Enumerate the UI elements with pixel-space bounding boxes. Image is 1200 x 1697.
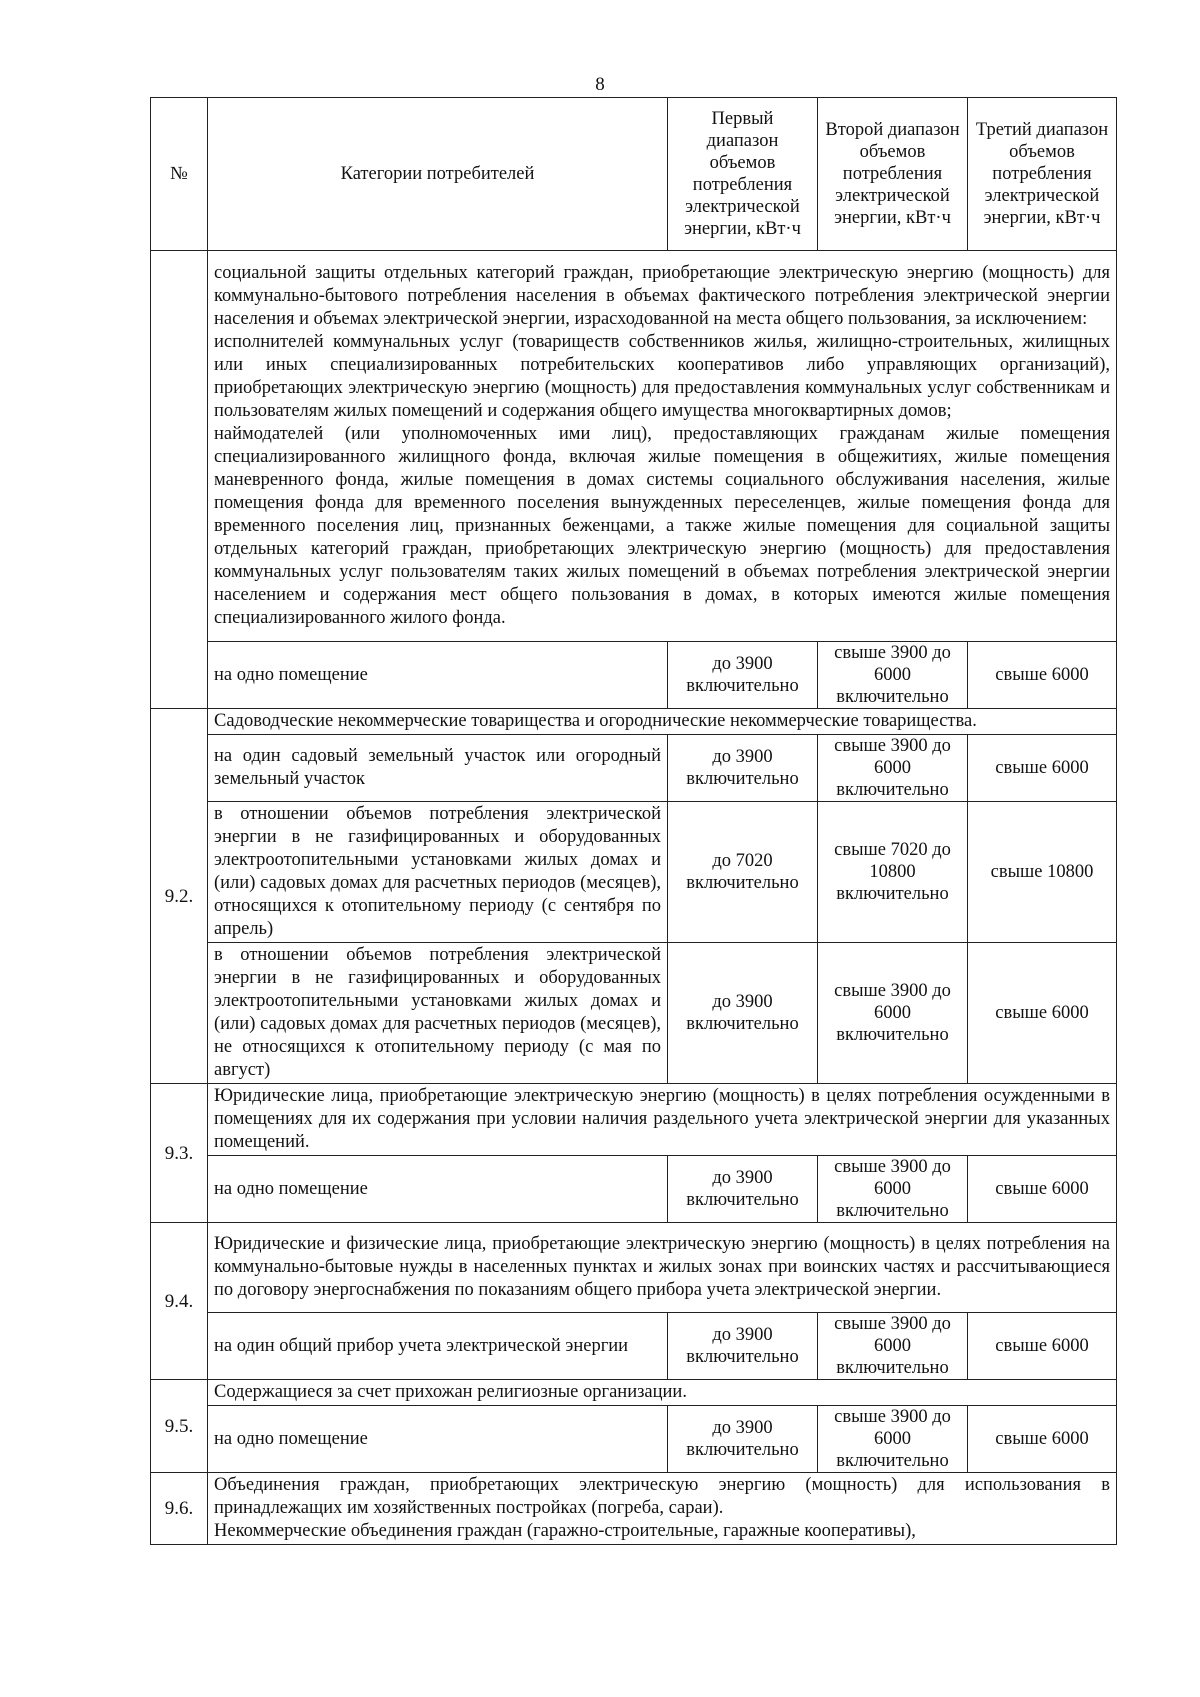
table-row	[151, 1156, 1117, 1223]
section-title: Содержащиеся за счет прихожан религиозные организации.	[208, 1380, 1117, 1406]
section-number	[151, 251, 208, 709]
table-row	[151, 802, 1117, 943]
range-3-value: свыше 6000	[968, 943, 1117, 1084]
range-1-value: до 3900 включительно	[668, 1406, 818, 1473]
range-1-value: до 3900 включительно	[668, 1313, 818, 1380]
range-3-value: свыше 10800	[968, 802, 1117, 943]
range-2-value: свыше 7020 до 10800 включительно	[818, 802, 968, 943]
range-2-value: свыше 3900 до 6000 включительно	[818, 1406, 968, 1473]
section-title-text: Объединения граждан, приобретающих электрическую энергию (мощность) для использования в принадлежащих им хозяйственных постройках (погреба, сараи).	[214, 1475, 1110, 1518]
consumption-ranges-table	[150, 97, 1117, 1545]
section-text	[208, 1473, 1117, 1545]
range-3-value: свыше 6000	[968, 1313, 1117, 1380]
range-3-value: свыше 6000	[968, 735, 1117, 802]
section-title-text: Юридические и физические лица, приобретающие электрическую энергию (мощность) в целях потребления на коммунально-бытовые нужды в населенных пунктах и жилых зонах при воинских частях и рассчитывающиеся по договору энергоснабжения по показаниям общего прибора учета электрической энергии.	[214, 1234, 1110, 1300]
section-number: 9.4.	[151, 1223, 208, 1380]
range-1-value: до 3900 включительно	[668, 1156, 818, 1223]
table-row	[151, 943, 1117, 1084]
range-1-value: до 3900 включительно	[668, 943, 818, 1084]
row-label: на один садовый земельный участок или огородный земельный участок	[208, 735, 668, 802]
section-number: 9.6.	[151, 1473, 208, 1545]
section-9-3-title-row	[151, 1084, 1117, 1156]
table-header-row	[151, 98, 1117, 251]
section-9-4-title-row	[151, 1223, 1117, 1313]
row-label: на одно помещение	[208, 1156, 668, 1223]
page-number: 8	[595, 74, 605, 95]
section-number: 9.5.	[151, 1380, 208, 1473]
paragraph: исполнителей коммунальных услуг (товариществ собственников жилья, жилищно-строительных, жилищных или иных специализированных потребительских кооперативов либо управляющих организаций), приобретающих электрическую энергию (мощность) для предоставления коммунальных услуг собственникам и пользователям жилых помещений и содержания общего имущества многоквартирных домов;	[214, 332, 1110, 421]
range-2-value: свыше 3900 до 6000 включительно	[818, 943, 968, 1084]
header-range-1: Первый диапазон объемов потребления электрической энергии, кВт·ч	[668, 98, 818, 251]
section-title: Садоводческие некоммерческие товарищества и огороднические некоммерческие товарищества.	[208, 709, 1117, 735]
range-1-value: до 3900 включительно	[668, 735, 818, 802]
section-text	[208, 251, 1117, 642]
section-title	[208, 1084, 1117, 1156]
table-row	[151, 1313, 1117, 1380]
section-9-6-row	[151, 1473, 1117, 1545]
row-label: на одно помещение	[208, 642, 668, 709]
header-number: №	[151, 98, 208, 251]
section-title	[208, 1223, 1117, 1313]
range-2-value: свыше 3900 до 6000 включительно	[818, 642, 968, 709]
table-row	[151, 1406, 1117, 1473]
row-label: на одно помещение	[208, 1406, 668, 1473]
range-2-value: свыше 3900 до 6000 включительно	[818, 1156, 968, 1223]
section-9-1-text-row	[151, 251, 1117, 642]
range-1-value: до 7020 включительно	[668, 802, 818, 943]
range-1-value: до 3900 включительно	[668, 642, 818, 709]
range-2-value: свыше 3900 до 6000 включительно	[818, 735, 968, 802]
paragraph: наймодателей (или уполномоченных ими лиц), предоставляющих гражданам жилые помещения специализированного жилищного фонда, включая жилые помещения в общежитиях, жилые помещения маневренного фонда, жилые помещения в домах системы социального обслуживания населения, жилые помещения фонда для временного поселения вынужденных переселенцев, жилые помещения фонда для временного поселения лиц, признанных беженцами, а также жилые помещения для социальной защиты отдельных категорий граждан, приобретающих электрическую энергию (мощность) для предоставления коммунальных услуг пользователям таких жилых помещений в объемах потребления электрической энергии населением и содержания мест общего пользования в домах, в которых имеются жилые помещения специализированного жилого фонда.	[214, 424, 1110, 628]
section-number: 9.3.	[151, 1084, 208, 1223]
section-9-5-title-row	[151, 1380, 1117, 1406]
paragraph: Некоммерческие объединения граждан (гаражно-строительные, гаражные кооперативы),	[214, 1521, 916, 1541]
row-label: на один общий прибор учета электрической энергии	[208, 1313, 668, 1380]
section-title-text: Юридические лица, приобретающие электрическую энергию (мощность) в целях потребления осужденными в помещениях для их содержания при условии наличия раздельного учета электрической энергии для указанных помещений.	[214, 1086, 1110, 1152]
header-category: Категории потребителей	[208, 98, 668, 251]
section-9-2-title-row	[151, 709, 1117, 735]
range-2-value: свыше 3900 до 6000 включительно	[818, 1313, 968, 1380]
range-3-value: свыше 6000	[968, 1156, 1117, 1223]
range-3-value: свыше 6000	[968, 642, 1117, 709]
header-range-2: Второй диапазон объемов потребления электрической энергии, кВт·ч	[818, 98, 968, 251]
range-3-value: свыше 6000	[968, 1406, 1117, 1473]
paragraph: социальной защиты отдельных категорий граждан, приобретающие электрическую энергию (мощность) для коммунально-бытового потребления населения в объемах фактического потребления электрической энергии населения и объемах электрической энергии, израсходованной на места общего пользования, за исключением:	[214, 263, 1110, 329]
row-label: в отношении объемов потребления электрической энергии в не газифицированных и оборудованных электроотопительными установками жилых домах и (или) садовых домах для расчетных периодов (месяцев), не относящихся к отопительному периоду (с мая по август)	[208, 943, 668, 1084]
section-number: 9.2.	[151, 709, 208, 1084]
row-label: в отношении объемов потребления электрической энергии в не газифицированных и оборудованных электроотопительными установками жилых домах и (или) садовых домах для расчетных периодов (месяцев), относящихся к отопительному периоду (с сентября по апрель)	[208, 802, 668, 943]
header-range-3: Третий диапазон объемов потребления электрической энергии, кВт·ч	[968, 98, 1117, 251]
table-row	[151, 735, 1117, 802]
table-row	[151, 642, 1117, 709]
